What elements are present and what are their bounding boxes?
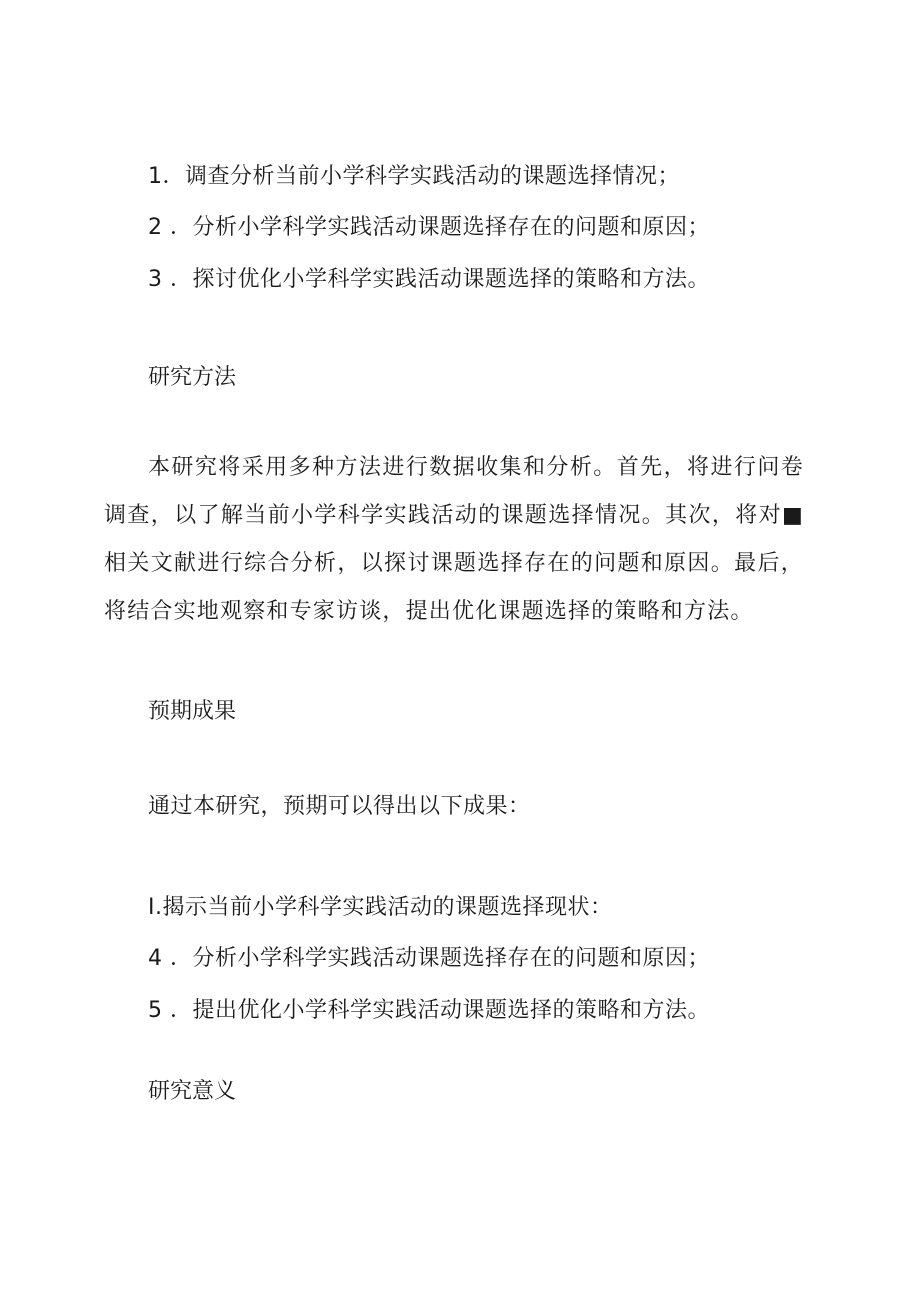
section-heading-methods: 研究方法 [148,365,237,390]
section-heading-outcomes: 预期成果 [148,699,237,724]
objective-item-3: 3 ．探讨优化小学科学实践活动课题选择的策略和方法。 [148,267,710,292]
outcome-item-1: I.揭示当前小学科学实践活动的课题选择现状： [148,895,613,920]
methods-paragraph: 本研究将采用多种方法进行数据收集和分析。首先，将进行问卷调查，以了解当前小学科学实践活动的课题选择情况。其次，将对■相关文献进行综合分析，以探讨课题选择存在的问题和原因。最后，将结合实地观察和专家访谈，提出优化课题选择的策略和方法。 [104,455,804,624]
section-heading-significance: 研究意义 [148,1079,237,1104]
outcome-item-3: 5 ．提出优化小学科学实践活动课题选择的策略和方法。 [148,998,710,1023]
outcome-item-2: 4 ．分析小学科学实践活动课题选择存在的问题和原因； [148,946,710,971]
objective-item-2: 2 ．分析小学科学实践活动课题选择存在的问题和原因； [148,215,710,240]
objective-item-1: 1．调查分析当前小学科学实践活动的课题选择情况； [148,164,680,189]
outcomes-intro: 通过本研究，预期可以得出以下成果： [148,794,531,819]
